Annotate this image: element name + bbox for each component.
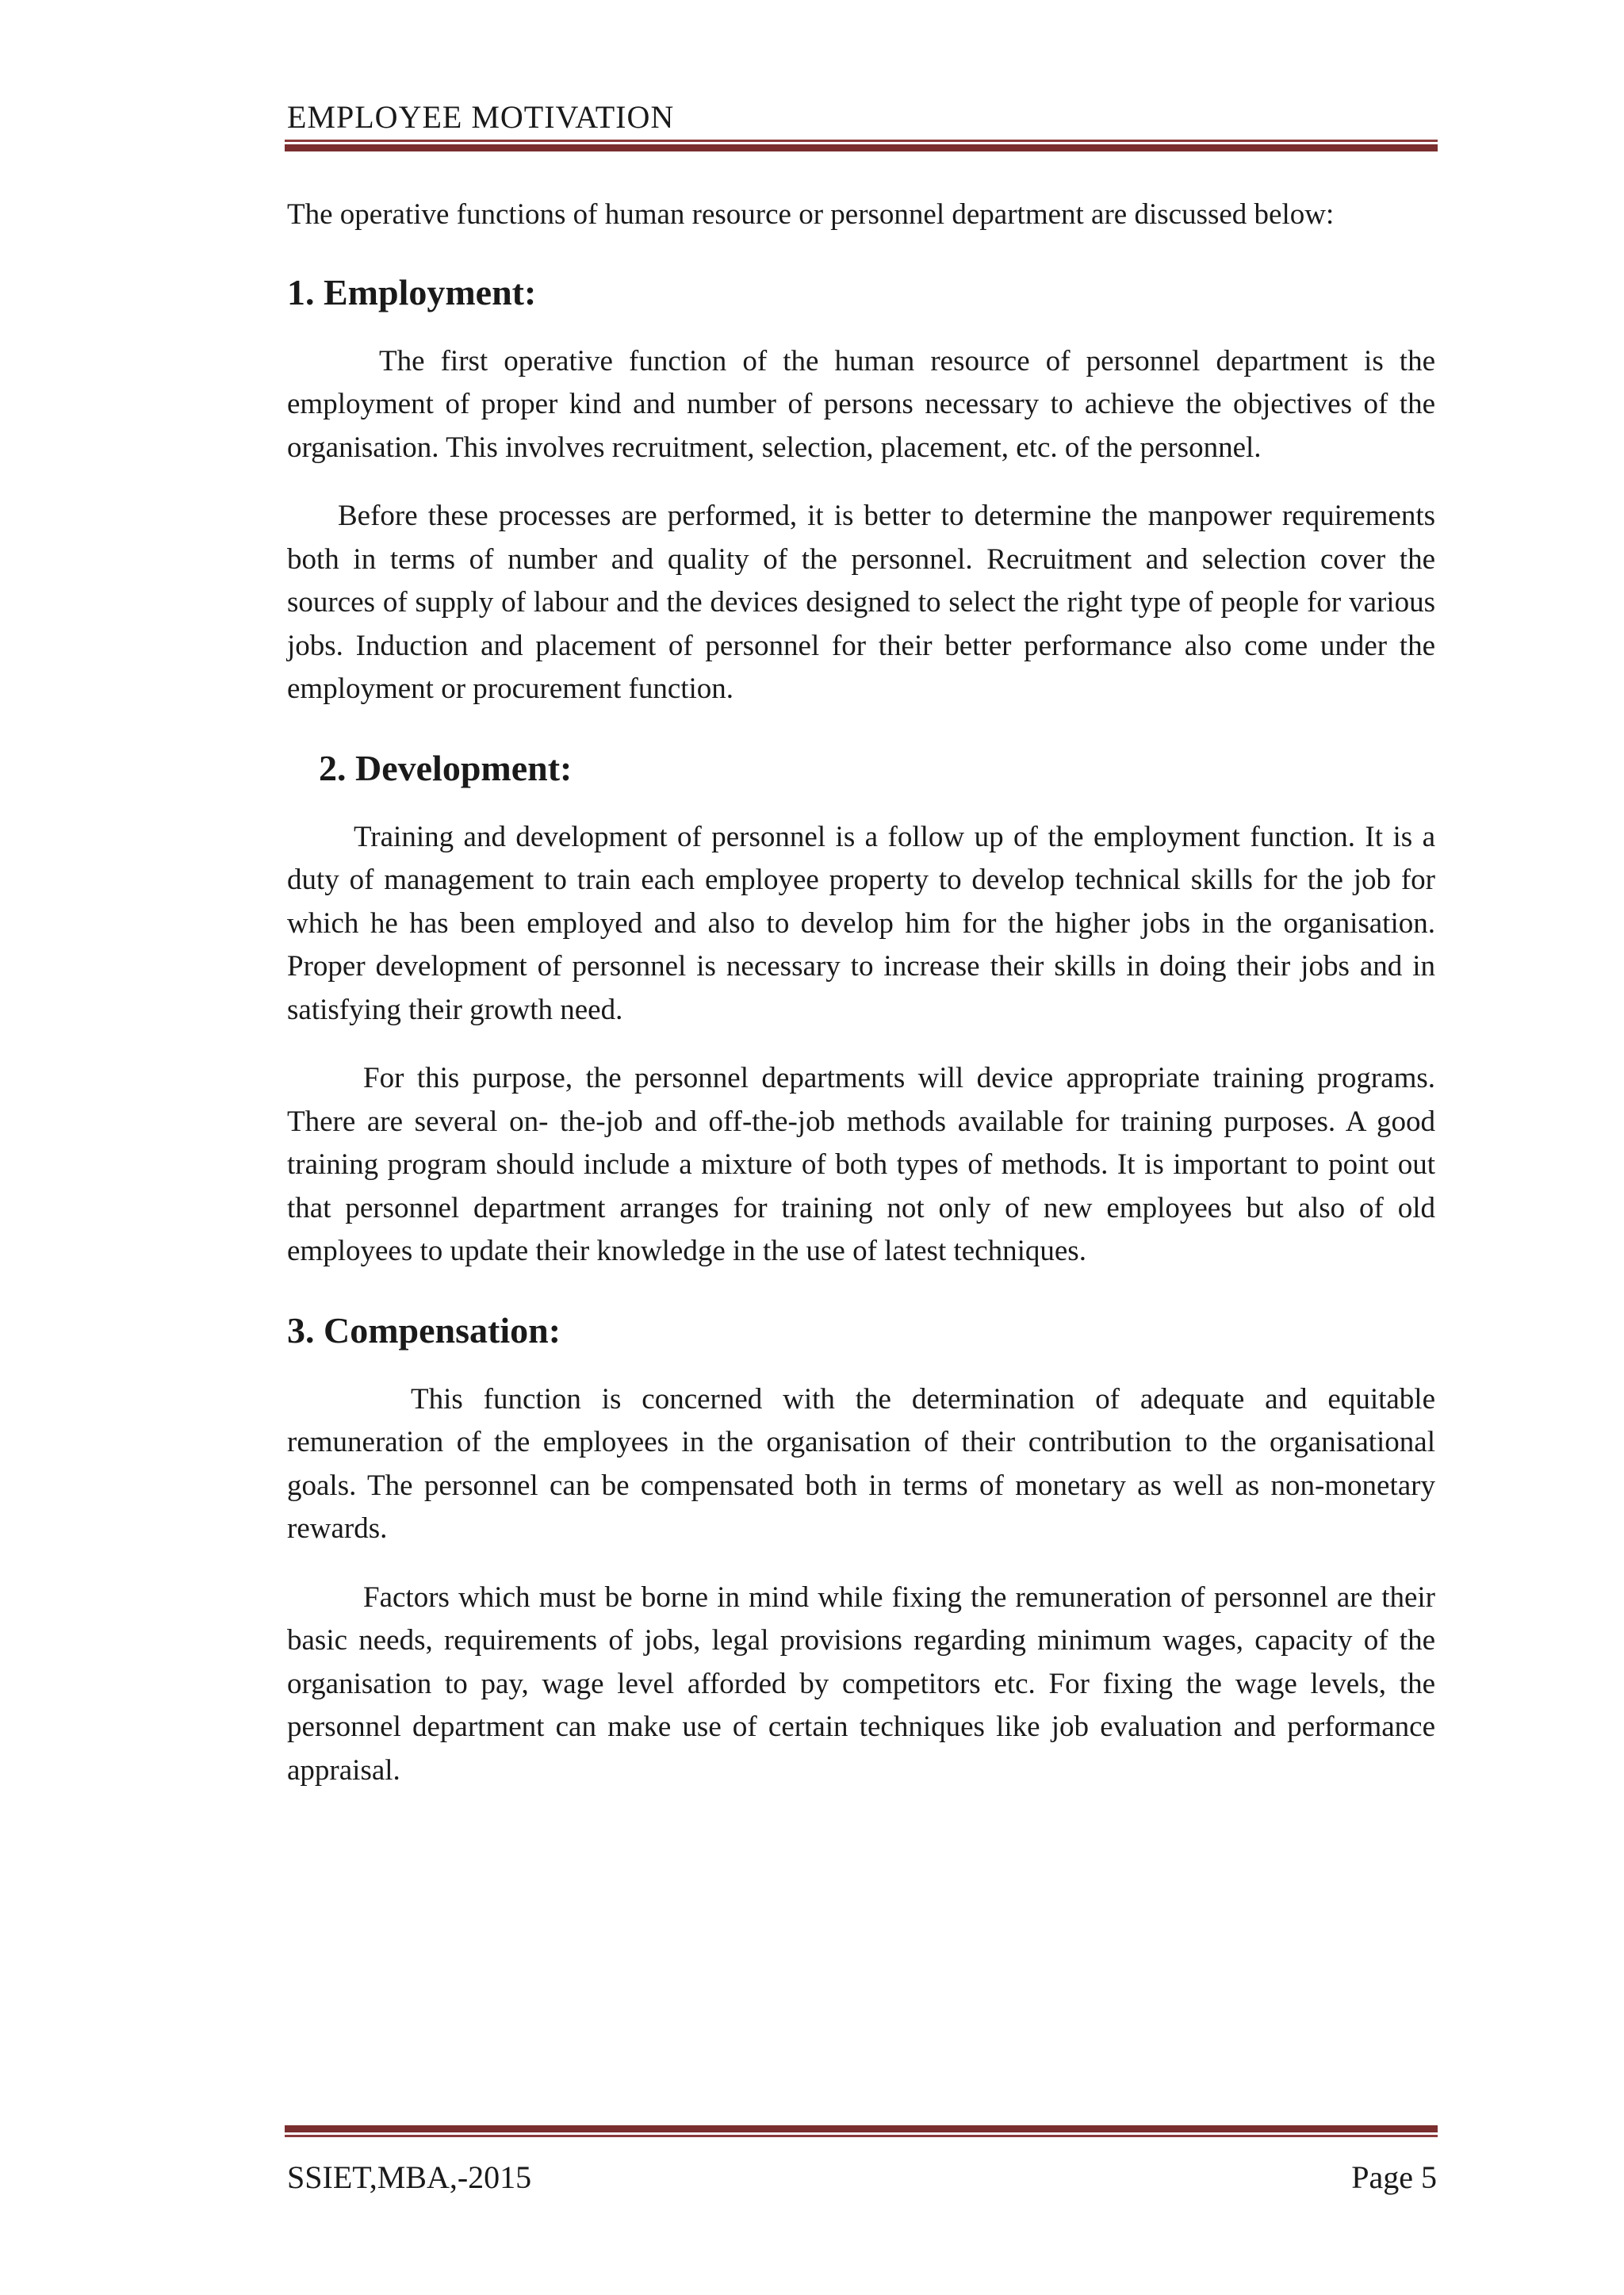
employment-paragraph-1: The first operative function of the human resource of personnel department is the employment of proper kind and number of persons necessary to achieve the objectives of the organisation. This involves recruitment, selection, placement, etc. of the personnel. — [287, 344, 1435, 464]
development-paragraph-2: For this purpose, the personnel departments will device appropriate training programs. There are several on- the-job and off-the-job methods available for training purposes. A good training program should include a mixture of both types of methods. It is important to point out that personnel department arranges for training not only of new employees but also of old employees to update their knowledge in the use of latest techniques. — [287, 1062, 1435, 1267]
footer-institution: SSIET,MBA,-2015 — [287, 2159, 532, 2195]
section-spacer — [287, 711, 1435, 745]
paragraph-spacer — [287, 1032, 1435, 1057]
section-heading-development: 2. Development: — [319, 747, 573, 788]
employment-paragraph-2: Before these processes are performed, it is better to determine the manpower requirements both in terms of number and quality of the personnel. Recruitment and selection cover the sources of supply of labour and the devices designed to select the right type of people for various jobs. Induction and placement of personnel for their better performance also come under the employment or procurement function. — [287, 500, 1435, 705]
section-heading-employment: 1. Employment: — [287, 271, 537, 312]
paragraph-spacer — [287, 1551, 1435, 1577]
section-heading-compensation: 3. Compensation: — [287, 1309, 561, 1351]
footer-rule-thin-line — [285, 2135, 1438, 2137]
footer-rule — [285, 2125, 1438, 2137]
paragraph-spacer — [287, 469, 1435, 495]
running-header-title: EMPLOYEE MOTIVATION — [287, 99, 675, 135]
footer-rule-thick-line — [285, 2125, 1438, 2132]
intro-paragraph: The operative functions of human resource or personnel department are discussed below: — [287, 198, 1335, 231]
development-paragraph-1: Training and development of personnel is a follow up of the employment function. It is a duty of management to train each employee property to develop technical skills for the job for which he has been employed and also to develop him for the higher jobs in the organisation. Proper development of personnel is necessary to increase their skills in doing their jobs and in satisfying their growth need. — [287, 820, 1435, 1026]
compensation-paragraph-2: Factors which must be borne in mind while fixing the remuneration of personnel are their basic needs, requirements of jobs, legal provisions regarding minimum wages, capacity of the organisation to pay, wage level afforded by competitors etc. For fixing the wage levels, the personnel department can make use of certain techniques like job evaluation and performance appraisal. — [287, 1580, 1435, 1787]
footer-page-number: Page 5 — [1351, 2159, 1437, 2195]
header-rule — [285, 140, 1438, 151]
compensation-paragraph-1: This function is concerned with the determination of adequate and equitable remuneration of the employees in the organisation of their contribution to the organisational goals. The personnel can be compensated both in terms of monetary as well as non-monetary rewards. — [287, 1382, 1435, 1545]
page-body — [287, 193, 1435, 1792]
header-rule-thick-line — [285, 144, 1438, 151]
section-spacer — [287, 1274, 1435, 1307]
header-rule-thin-line — [285, 140, 1438, 142]
